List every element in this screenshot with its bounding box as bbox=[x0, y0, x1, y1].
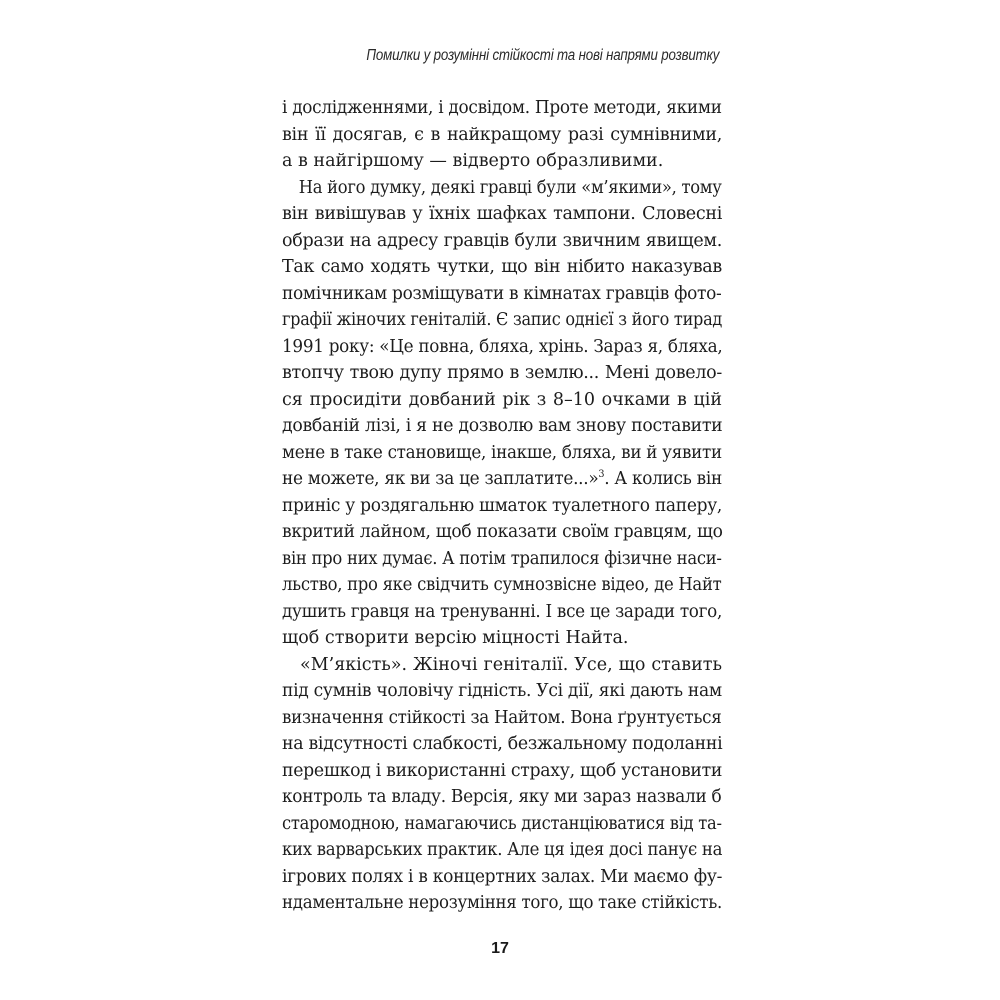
body-text bbox=[282, 95, 722, 917]
text-line: Так само ходять чутки, що він нібито наказував bbox=[282, 257, 722, 277]
page-number: 17 bbox=[491, 940, 509, 957]
text-line: він вивішував у їхніх шафках тампони. Словесні bbox=[282, 204, 722, 224]
text-line: приніс у роздягальню шматок туалетного паперу, bbox=[282, 495, 723, 516]
text-line: мене в таке становище, інакше, бляха, ви й уявити bbox=[282, 442, 722, 463]
text-segment: . А колись він bbox=[604, 469, 722, 489]
text-line: льство, про яке свідчить сумнозвісне відео, де Найт bbox=[282, 575, 722, 595]
text-segment: не можете, як ви за це заплатите...» bbox=[282, 469, 599, 489]
footnote-marker[interactable]: 3 bbox=[598, 469, 605, 481]
text-line-with-footnote bbox=[282, 466, 722, 493]
text-line: щоб створити версію міцності Найта. bbox=[282, 628, 629, 648]
paragraph-3 bbox=[282, 652, 722, 917]
text-line: ндаментальне нерозуміння того, що таке стійкість. bbox=[282, 893, 722, 913]
running-header-title: Помилки у розумінні стійкості та нові напрями розвитку bbox=[366, 47, 719, 64]
paragraph-2 bbox=[282, 175, 722, 652]
paragraph-1 bbox=[282, 95, 722, 175]
text-line: перешкод і використанні страху, щоб установити bbox=[282, 760, 723, 781]
text-line: під сумнів чоловічу гідність. Усі дії, які дають нам bbox=[282, 681, 722, 701]
text-line: він про них думає. А потім трапилося фізичне наси- bbox=[282, 548, 722, 569]
text-line: помічникам розміщувати в кімнатах гравців фото- bbox=[282, 283, 722, 304]
text-line: ких варварських практик. Але ця ідея досі панує на bbox=[282, 840, 723, 860]
text-line: визначення стійкості за Найтом. Вона ґрунтується bbox=[282, 707, 722, 728]
text-line: контроль та владу. Версія, яку ми зараз назвали б bbox=[282, 787, 722, 807]
text-line: 1991 року: «Це повна, бляха, хрінь. Зараз я, бляха, bbox=[282, 336, 723, 357]
text-line: ігрових полях і в концертних залах. Ми маємо фу- bbox=[282, 866, 723, 887]
text-line: довбаній лізі, і я не дозволю вам знову поставити bbox=[282, 416, 723, 436]
text-line: ся просидіти довбаний рік з 8–10 очками в цій bbox=[282, 389, 722, 410]
text-line: він її досягав, є в найкращому разі сумнівними, bbox=[282, 124, 722, 145]
text-line: на відсутності слабкості, безжальному подоланні bbox=[282, 734, 723, 754]
text-line: а в найгіршому — відверто образливими. bbox=[282, 151, 664, 171]
text-line: і дослідженнями, і досвідом. Проте методи, якими bbox=[282, 98, 722, 118]
text-line: образи на адресу гравців були звичним явищем. bbox=[282, 230, 722, 251]
text-line: На його думку, деякі гравці були «м’якими», тому bbox=[298, 177, 722, 198]
text-line: старомодною, намагаючись дистанціюватися від та- bbox=[282, 813, 722, 834]
text-line: втопчу твою дупу прямо в землю... Мені довело- bbox=[282, 363, 722, 383]
text-line: вкритий лайном, щоб показати своїм гравцям, що bbox=[282, 522, 723, 542]
text-line: душить гравця на тренуванні. І все це заради того, bbox=[282, 601, 723, 622]
text-line: «М’якість». Жіночі геніталії. Усе, що ставить bbox=[300, 654, 722, 675]
text-line: графії жіночих геніталій. Є запис однієї з його тирад bbox=[282, 310, 723, 330]
